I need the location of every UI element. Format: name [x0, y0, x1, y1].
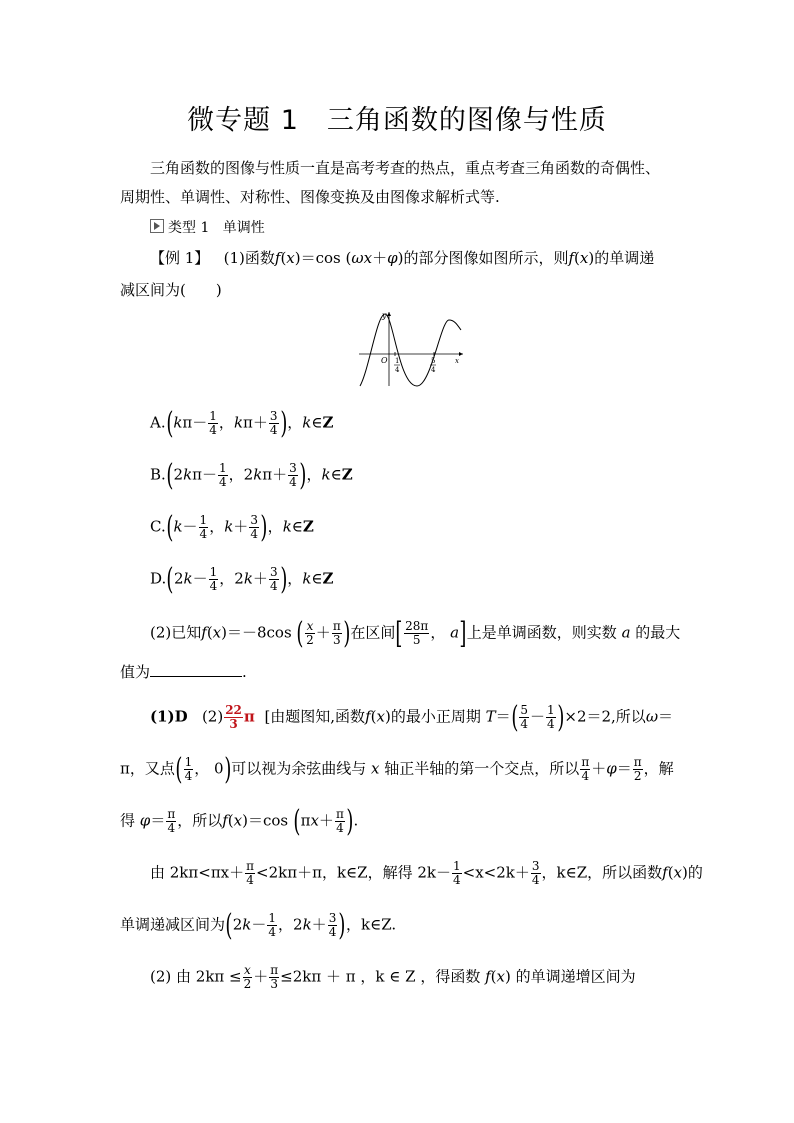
q2-text-c: 上是单调函数，则实数 — [466, 623, 617, 642]
answer-2-fraction: $\frac{22}{3}$ — [225, 703, 242, 731]
section-name: 单调性 — [222, 220, 265, 236]
answer-line-6: (2) 由 2kπ ≤ $\frac{x}{2}$ ＋ $\frac{\pi}{3}$ ≤2kπ ＋ π ，k ∈ Z ，得函数 f(x) 的单调递增区间为 — [150, 963, 636, 991]
q1-text-b: 的部分图像如图所示，则 — [403, 249, 569, 267]
option-a[interactable]: A.(kπ－ $\frac{1}{4}$ ，kπ＋ $\frac{3}{4}$ )，k∈Z — [150, 405, 334, 441]
q1-text-c: 的单调递 — [594, 249, 655, 267]
answer-line-1: (1)D (2) $\frac{22}{3}$ π [由题图知,函数f(x)的最小正周期 T＝( $\frac{5}{4}$ － $\frac{1}{4}$ )×2＝2,所以ω＝ — [150, 699, 674, 735]
section-label: 类型 1 — [168, 220, 210, 236]
q1-text-a: (1)函数 — [223, 249, 275, 267]
title-main: 微专题 1 — [187, 105, 299, 136]
option-b[interactable]: B.(2kπ－ $\frac{1}{4}$ ，2kπ＋ $\frac{3}{4}$ )，k∈Z — [150, 457, 353, 493]
answer-line-3: 得 φ＝ $\frac{\pi}{4}$ ，所以f(x)＝cos (πx＋ $\frac{\pi}{4}$ ). — [120, 803, 359, 839]
answer-line-2: π，又点( $\frac{1}{4}$ ， 0)可以视为余弦曲线与 x 轴正半轴的第一个交点，所以 $\frac{\pi}{4}$ ＋φ＝ $\frac{\pi}{2}$ ，解 — [120, 751, 674, 787]
tick-2-num: 5 — [431, 357, 436, 365]
intro-line-1: 三角函数的图像与性质一直是高考考查的热点，重点考查三角函数的奇偶性、 — [150, 159, 661, 177]
page-title — [0, 98, 794, 137]
answer-blank[interactable] — [150, 662, 242, 677]
q2-text-b: 在区间 — [350, 623, 396, 642]
example-line-2: 减区间为( ) — [120, 281, 222, 299]
q2-line-1: (2)已知f(x)＝－8cos ( $\frac{x}{2}$ ＋ $\frac{\pi}{3}$ )在区间[ $\frac{28\pi}{5}$ ， a]上是单调函数，则实数 a 的最大 — [150, 615, 681, 651]
answer-line-5: 单调递减区间为(2k－ $\frac{1}{4}$ ，2k＋ $\frac{3}{4}$ )，k∈Z. — [120, 907, 397, 943]
q2-line-2: 值为 . — [120, 663, 247, 681]
option-c-label: C. — [150, 517, 166, 536]
example-tag: 【例 1】 — [150, 249, 210, 267]
title-sub: 三角函数的图像与性质 — [326, 105, 607, 136]
graph-x-label: x — [455, 357, 459, 365]
section-heading — [150, 218, 265, 238]
option-d-label: D. — [150, 569, 167, 588]
graph-origin: O — [381, 356, 388, 365]
cosine-graph — [355, 308, 467, 388]
play-icon — [150, 219, 164, 233]
tick-2-den: 4 — [431, 366, 436, 374]
intro-line-2: 周期性、单调性、对称性、图像变换及由图像求解析式等. — [120, 188, 500, 206]
q2-text-d: 的最大 — [635, 623, 681, 642]
tick-1-num: 1 — [395, 357, 400, 365]
answer-1: (1)D — [150, 707, 188, 726]
option-b-label: B. — [150, 465, 166, 484]
answer-line-4: 由 2kπ<πx＋ $\frac{\pi}{4}$ <2kπ＋π，k∈Z，解得 2k－ $\frac{1}{4}$ <x<2k＋ $\frac{3}{4}$ ，k∈Z，所以函数f(x)的 — [150, 859, 703, 887]
option-c[interactable]: C.(k－ $\frac{1}{4}$ ，k＋ $\frac{3}{4}$ )，k∈Z — [150, 509, 314, 545]
option-a-label: A. — [150, 413, 166, 432]
tick-1-den: 4 — [395, 366, 400, 374]
graph-y-label: y — [382, 311, 387, 320]
example-line-1: 【例 1】 (1)函数f(x)＝cos (ωx＋φ)的部分图像如图所示，则f(x)的单调递 — [150, 249, 655, 267]
q2-text-a: (2)已知 — [150, 623, 202, 642]
option-d[interactable]: D.(2k－ $\frac{1}{4}$ ，2k＋ $\frac{3}{4}$ )，k∈Z — [150, 561, 334, 597]
q2-line2-text: 值为 — [120, 663, 151, 681]
